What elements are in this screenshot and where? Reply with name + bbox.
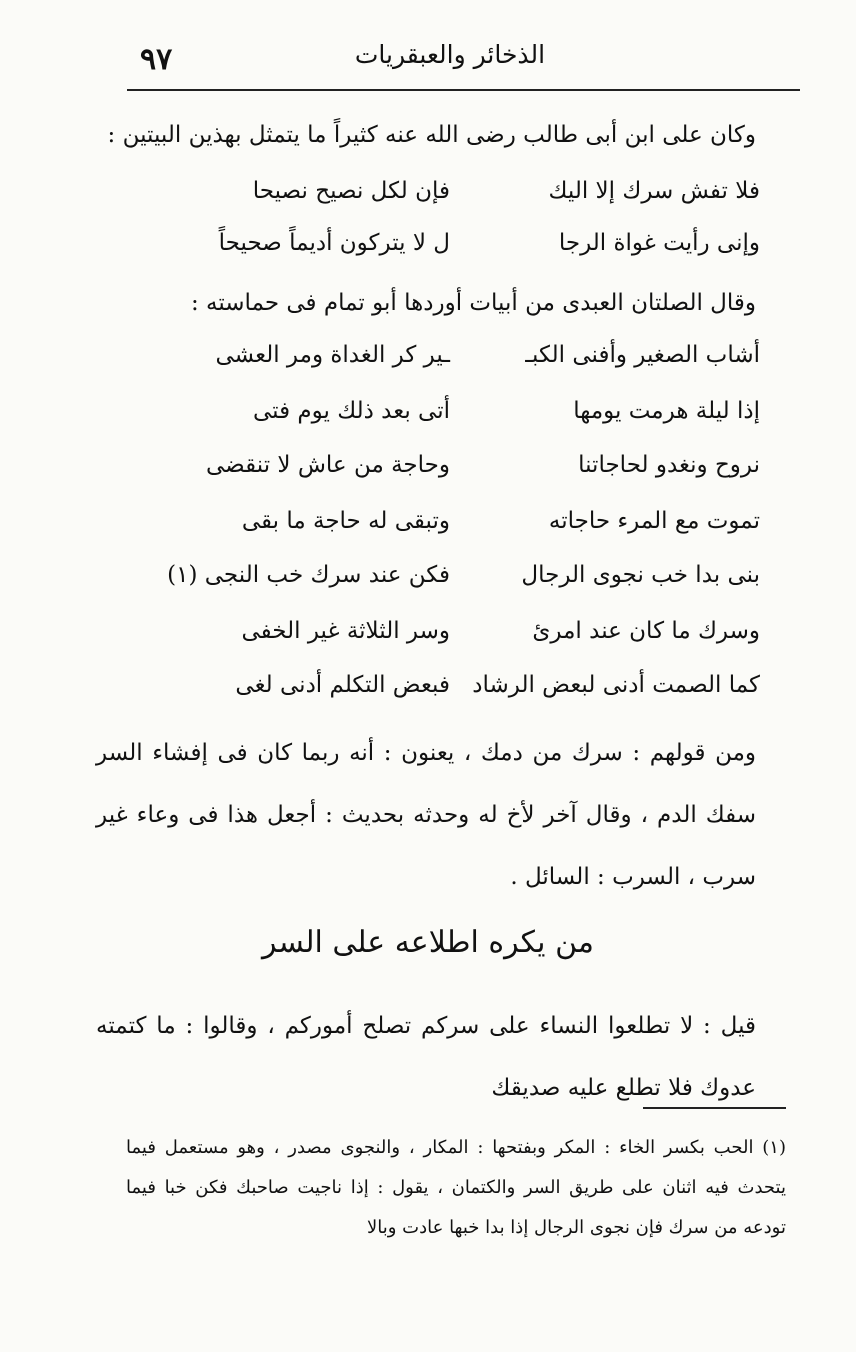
verse-line [160,342,760,382]
page-number: ٩٧ [140,42,173,77]
verse-first-hemistich: إذا ليلة هرمت يومها [573,398,760,424]
header-rule [127,89,800,91]
verse-line [160,562,760,602]
verse-line [160,508,760,548]
verse-first-hemistich: أشاب الصغير وأفنى الكبـ [525,342,760,368]
verse-first-hemistich: نروح ونغدو لحاجاتنا [578,452,760,478]
verse-first-hemistich: وسرك ما كان عند امرئ [532,618,760,644]
verse-second-hemistich: فكن عند سرك خب النجى (١) [167,562,450,588]
verse-second-hemistich: وسر الثلاثة غير الخفى [241,618,450,644]
verse-line [160,618,760,658]
verse-second-hemistich: ـير كر الغداة ومر العشى [215,342,450,368]
running-title: الذخائر والعبقريات [354,40,546,69]
section-title: من يكره اطلاعه على السر [262,925,594,960]
paragraph-2: قيل : لا تطلعوا النساء على سركم تصلح أموركم ، وقالوا : ما كتمته عدوك فلا تطلع عليه صديقك [96,1013,756,1101]
verse-line [160,178,760,218]
intro-line-2: وقال الصلتان العبدى من أبيات أوردها أبو تمام فى حماسته : [190,290,756,316]
verse-line [160,452,760,492]
verse-first-hemistich: بنى بدا خب نجوى الرجال [521,562,760,588]
verse-second-hemistich: فبعض التكلم أدنى لغى [235,672,450,698]
verse-first-hemistich: تموت مع المرء حاجاته [548,508,760,534]
verse-first-hemistich: كما الصمت أدنى لبعض الرشاد [472,672,760,698]
verse-second-hemistich: وحاجة من عاش لا تنقضى [206,452,450,478]
verse-line [160,230,760,270]
verse-line [160,672,760,712]
paragraph-1: ومن قولهم : سرك من دمك ، يعنون : أنه ربما كان فى إفشاء السر سفك الدم ، وقال آخر لأخ له وحدثه بحديث : أجعل هذا فى وعاء غير سرب ، السرب : السائل . [96,740,756,890]
verse-second-hemistich: وتبقى له حاجة ما بقى [241,508,450,534]
verse-second-hemistich: ل لا يتركون أديماً صحيحاً [218,230,450,256]
verse-first-hemistich: وإنى رأيت غواة الرجا [558,230,760,256]
verse-first-hemistich: فلا تفش سرك إلا اليك [548,178,760,204]
footnote: (١) الحب بكسر الخاء : المكر وبفتحها : المكار ، والنجوى مصدر ، وهو مستعمل فيما يتحدث فيه اثنان على طريق السر والكتمان ، يقول : إذا ناجيت صاحبك فكن خبا فيما تودعه من سرك فإن نجوى الرجال إذا بدا خبها عادت وبالا [126,1137,786,1238]
verse-line [160,398,760,438]
verse-second-hemistich: أتى بعد ذلك يوم فتى [252,398,450,424]
verse-second-hemistich: فإن لكل نصيح نصيحا [252,178,450,204]
footnote-rule [643,1107,786,1109]
intro-line: وكان على ابن أبى طالب رضى الله عنه كثيراً ما يتمثل بهذين البيتين : [107,122,756,148]
